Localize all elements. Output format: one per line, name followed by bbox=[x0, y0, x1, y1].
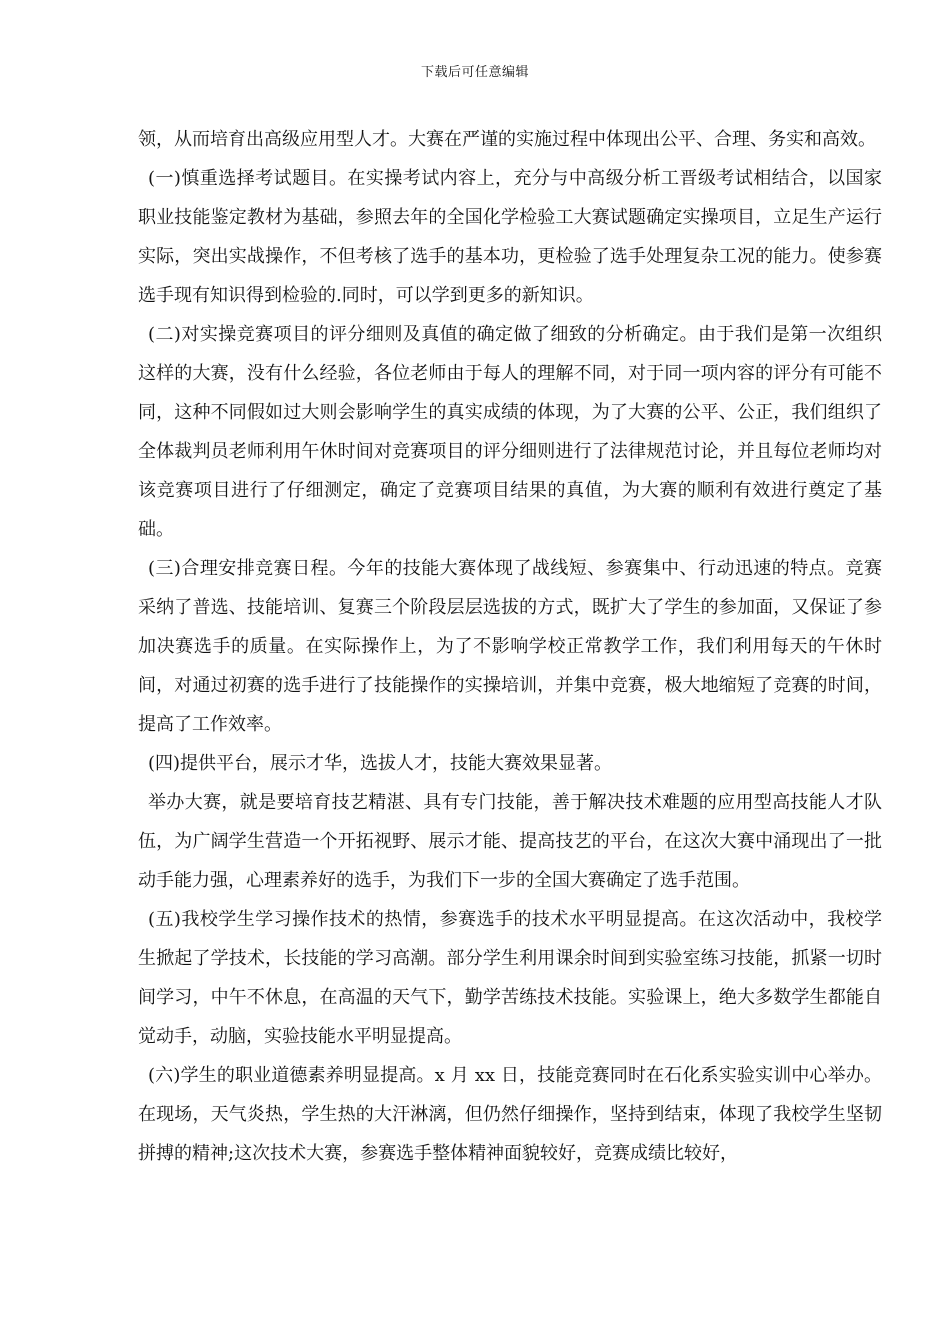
paragraph-section-6: (六)学生的职业道德素养明显提高。x 月 xx 日，技能竞赛同时在石化系实验实训中心举办。在现场，天气炎热，学生热的大汗淋漓，但仍然仔细操作，坚持到结束，体现了我校学生坚韧拼搏的精神;这次技术大赛，参赛选手整体精神面貌较好，竞赛成绩比较好， bbox=[138, 1065, 882, 1164]
paragraph-section-4-detail: 举办大赛，就是要培育技艺精湛、具有专门技能，善于解决技术难题的应用型高技能人才队伍，为广阔学生营造一个开拓视野、展示才能、提高技艺的平台，在这次大赛中涌现出了一批动手能力强，心理素养好的选手，为我们下一步的全国大赛确定了选手范围。 bbox=[138, 792, 882, 891]
paragraph-section-3: (三)合理安排竞赛日程。今年的技能大赛体现了战线短、参赛集中、行动迅速的特点。竞赛采纳了普选、技能培训、复赛三个阶段层层选拔的方式，既扩大了学生的参加面，又保证了参加决赛选手的质量。在实际操作上，为了不影响学校正常教学工作，我们利用每天的午休时间，对通过初赛的选手进行了技能操作的实操培训，并集中竞赛，极大地缩短了竞赛的时间，提高了工作效率。 bbox=[138, 558, 882, 735]
paragraph-section-1: (一)慎重选择考试题目。在实操考试内容上，充分与中高级分析工晋级考试相结合，以国家职业技能鉴定教材为基础，参照去年的全国化学检验工大赛试题确定实操项目，立足生产运行实际，突出实战操作，不但考核了选手的基本功，更检验了选手处理复杂工况的能力。使参赛选手现有知识得到检验的.同时，可以学到更多的新知识。 bbox=[138, 168, 882, 306]
paragraph-intro-continuation: 领，从而培育出高级应用型人才。大赛在严谨的实施过程中体现出公平、合理、务实和高效。 bbox=[138, 129, 876, 150]
paragraph-section-2: (二)对实操竞赛项目的评分细则及真值的确定做了细致的分析确定。由于我们是第一次组织这样的大赛，没有什么经验，各位老师由于每人的理解不同，对于同一项内容的评分有可能不同，这种不同假如过大则会影响学生的真实成绩的体现，为了大赛的公平、公正，我们组织了全体裁判员老师利用午休时间对竞赛项目的评分细则进行了法律规范讨论，并且每位老师均对该竞赛项目进行了仔细测定，确定了竞赛项目结果的真值，为大赛的顺利有效进行奠定了基础。 bbox=[138, 324, 882, 540]
document-body bbox=[138, 120, 882, 1173]
paragraph-section-4: (四)提供平台，展示才华，选拔人才，技能大赛效果显著。 bbox=[148, 753, 613, 774]
paragraph-section-5: (五)我校学生学习操作技术的热情，参赛选手的技术水平明显提高。在这次活动中，我校学生掀起了学技术，长技能的学习高潮。部分学生利用课余时间到实验室练习技能，抓紧一切时间学习，中午不休息，在高温的天气下，勤学苦练技术技能。实验课上，绝大多数学生都能自觉动手，动脑，实验技能水平明显提高。 bbox=[138, 909, 882, 1047]
page-header: 下载后可任意编辑 bbox=[420, 65, 529, 80]
